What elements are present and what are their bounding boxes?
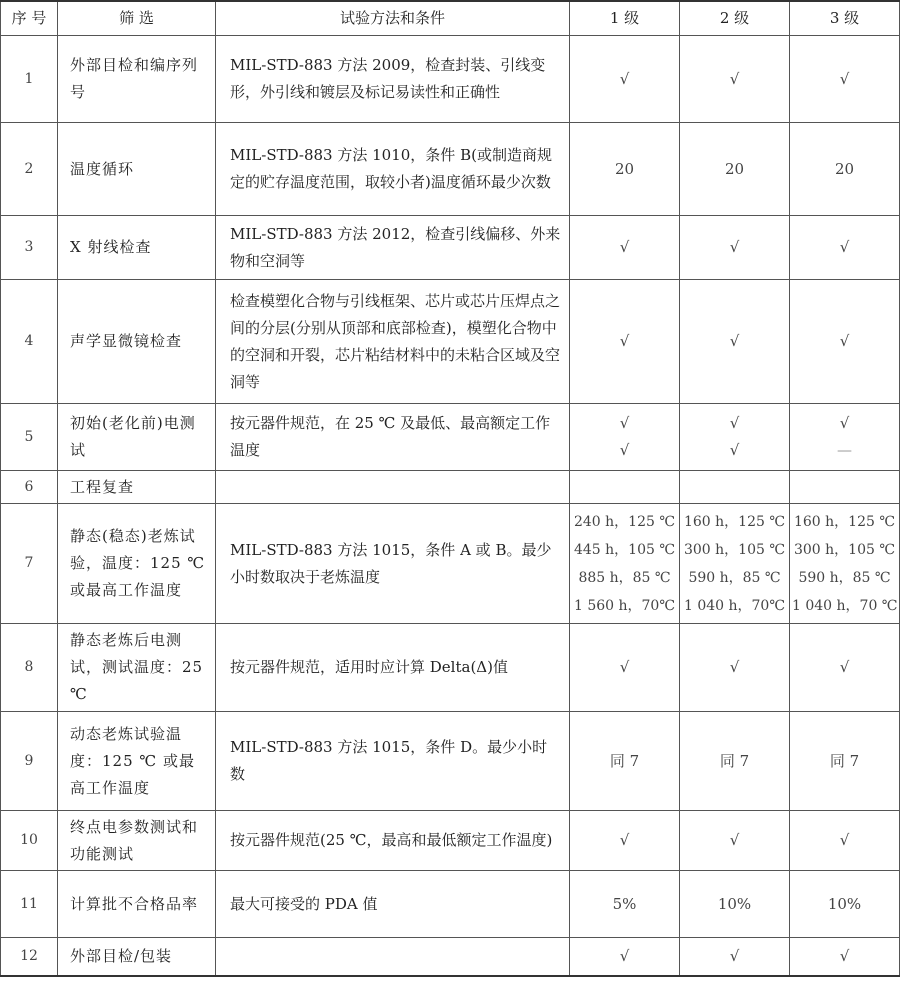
row-index: 3 [1, 216, 58, 280]
level-3-line: 590 h，85 ℃ [798, 569, 891, 586]
level-1-line: √ [619, 238, 630, 256]
level-3-value [790, 712, 900, 811]
level-3-value [790, 216, 900, 280]
level-3-line: √ [839, 946, 850, 965]
row-index: 2 [1, 123, 58, 216]
row-index: 4 [1, 280, 58, 404]
level-2-line: √ [729, 69, 740, 88]
method-condition: 检查模塑化合物与引线框架、芯片或芯片压焊点之间的分层(分别从顶部和底部检查)，模塑化合物中的空洞和开裂，芯片粘结材料中的未粘合区域及空洞等 [216, 280, 570, 404]
method-condition: MIL-STD-883 方法 1015，条件 A 或 B。最少小时数取决于老炼温度 [216, 504, 570, 624]
level-1-line: √ [619, 946, 630, 965]
header-row [1, 1, 900, 36]
level-3-value [790, 123, 900, 216]
header-level-1: 1 级 [570, 1, 680, 36]
header-method: 试验方法和条件 [216, 1, 570, 36]
level-3-line: 同 7 [829, 751, 860, 770]
level-2-line: √ [729, 332, 740, 350]
level-1-value [570, 938, 680, 976]
row-index: 11 [1, 871, 58, 938]
level-2-line: 10% [717, 894, 752, 913]
table-row [1, 280, 900, 404]
level-3-line: √ [839, 238, 850, 256]
level-2-line: 300 h，105 ℃ [683, 541, 786, 558]
level-2-line: √ [729, 658, 740, 676]
level-1-value [570, 712, 680, 811]
level-2-line: √ [729, 441, 740, 459]
level-1-value [570, 36, 680, 123]
screening-item: 动态老炼试验温度：125 ℃ 或最高工作温度 [58, 712, 216, 811]
level-1-line: √ [619, 414, 630, 432]
table-row [1, 404, 900, 471]
level-3-line: 1 040 h，70 ℃ [792, 597, 898, 614]
table-row [1, 123, 900, 216]
table-row [1, 624, 900, 712]
level-1-line: 5% [612, 894, 637, 913]
level-3-value [790, 871, 900, 938]
level-1-line: 1 560 h，70℃ [573, 597, 676, 614]
level-1-value [570, 811, 680, 871]
level-2-value [680, 504, 790, 624]
level-1-value [570, 123, 680, 216]
row-index: 5 [1, 404, 58, 471]
level-1-line: 240 h，125 ℃ [573, 513, 676, 530]
level-2-value [680, 123, 790, 216]
method-condition [216, 938, 570, 976]
header-index: 序 号 [1, 1, 58, 36]
level-1-line: 885 h，85 ℃ [578, 569, 671, 586]
method-condition: MIL-STD-883 方法 1015，条件 D。最少小时数 [216, 712, 570, 811]
level-3-line: √ [839, 332, 850, 350]
level-1-line: √ [619, 332, 630, 350]
level-2-line: 590 h，85 ℃ [688, 569, 781, 586]
table-row [1, 504, 900, 624]
level-3-value [790, 471, 900, 504]
table-body [1, 36, 900, 976]
level-2-line: √ [729, 946, 740, 965]
screening-item: 外部目检和编序列号 [58, 36, 216, 123]
level-3-value [790, 404, 900, 471]
table-row [1, 36, 900, 123]
level-3-value [790, 624, 900, 712]
screening-item: 计算批不合格品率 [58, 871, 216, 938]
level-3-line: 160 h，125 ℃ [793, 513, 896, 530]
level-1-value [570, 216, 680, 280]
screening-item: 温度循环 [58, 123, 216, 216]
level-3-value [790, 504, 900, 624]
table-row [1, 938, 900, 976]
level-1-value [570, 404, 680, 471]
level-2-value [680, 216, 790, 280]
level-2-value [680, 938, 790, 976]
level-3-line: √ [839, 658, 850, 676]
level-3-line: √ [839, 414, 850, 432]
screening-item: 初始(老化前)电测试 [58, 404, 216, 471]
level-2-value [680, 280, 790, 404]
level-2-line: 1 040 h，70℃ [683, 597, 786, 614]
level-1-line: 445 h，105 ℃ [573, 541, 676, 558]
method-condition: MIL-STD-883 方法 2012，检查引线偏移、外来物和空洞等 [216, 216, 570, 280]
row-index: 12 [1, 938, 58, 976]
method-condition: 按元器件规范，适用时应计算 Delta(Δ)值 [216, 624, 570, 712]
level-3-line: 20 [834, 159, 855, 178]
level-1-value [570, 471, 680, 504]
level-2-value [680, 471, 790, 504]
header-level-3: 3 级 [790, 1, 900, 36]
screening-item: 外部目检/包装 [58, 938, 216, 976]
level-2-line: 160 h，125 ℃ [683, 513, 786, 530]
level-3-value [790, 280, 900, 404]
level-3-line: √ [839, 831, 850, 849]
level-1-value [570, 280, 680, 404]
table-row [1, 871, 900, 938]
level-1-line: 同 7 [609, 751, 640, 770]
screening-item: 静态老炼后电测试，测试温度：25 ℃ [58, 624, 216, 712]
screening-item: 工程复查 [58, 471, 216, 504]
level-1-value [570, 624, 680, 712]
table-row [1, 216, 900, 280]
level-2-value [680, 624, 790, 712]
level-2-value [680, 811, 790, 871]
level-2-value [680, 712, 790, 811]
row-index: 6 [1, 471, 58, 504]
method-condition: 按元器件规范(25 ℃，最高和最低额定工作温度) [216, 811, 570, 871]
row-index: 7 [1, 504, 58, 624]
level-1-line: √ [619, 69, 630, 88]
level-2-line: 20 [724, 159, 745, 178]
level-3-line: √ [839, 69, 850, 88]
table-row [1, 471, 900, 504]
level-2-line: √ [729, 238, 740, 256]
level-3-value [790, 938, 900, 976]
level-2-value [680, 36, 790, 123]
level-1-line: √ [619, 831, 630, 849]
header-level-2: 2 级 [680, 1, 790, 36]
level-2-line: 同 7 [719, 751, 750, 770]
row-index: 9 [1, 712, 58, 811]
screening-item: 声学显微镜检查 [58, 280, 216, 404]
level-3-value [790, 811, 900, 871]
screening-item: 终点电参数测试和功能测试 [58, 811, 216, 871]
method-condition: 最大可接受的 PDA 值 [216, 871, 570, 938]
level-3-line: — [837, 441, 852, 459]
table-row [1, 712, 900, 811]
level-3-value [790, 36, 900, 123]
level-2-line: √ [729, 414, 740, 432]
method-condition: MIL-STD-883 方法 1010，条件 B(或制造商规定的贮存温度范围，取较小者)温度循环最少次数 [216, 123, 570, 216]
level-1-line: √ [619, 658, 630, 676]
level-1-line: √ [619, 441, 630, 459]
level-1-line: 20 [614, 159, 635, 178]
level-3-line: 10% [827, 894, 862, 913]
header-screening: 筛 选 [58, 1, 216, 36]
level-1-value [570, 504, 680, 624]
table-row [1, 811, 900, 871]
screening-item: 静态(稳态)老炼试验，温度：125 ℃ 或最高工作温度 [58, 504, 216, 624]
screening-item: X 射线检查 [58, 216, 216, 280]
level-1-value [570, 871, 680, 938]
level-3-line: 300 h，105 ℃ [793, 541, 896, 558]
method-condition: MIL-STD-883 方法 2009，检查封装、引线变形，外引线和镀层及标记易读性和正确性 [216, 36, 570, 123]
method-condition: 按元器件规范，在 25 ℃ 及最低、最高额定工作温度 [216, 404, 570, 471]
level-2-value [680, 871, 790, 938]
level-2-value [680, 404, 790, 471]
row-index: 8 [1, 624, 58, 712]
method-condition [216, 471, 570, 504]
level-2-line: √ [729, 831, 740, 849]
row-index: 10 [1, 811, 58, 871]
row-index: 1 [1, 36, 58, 123]
